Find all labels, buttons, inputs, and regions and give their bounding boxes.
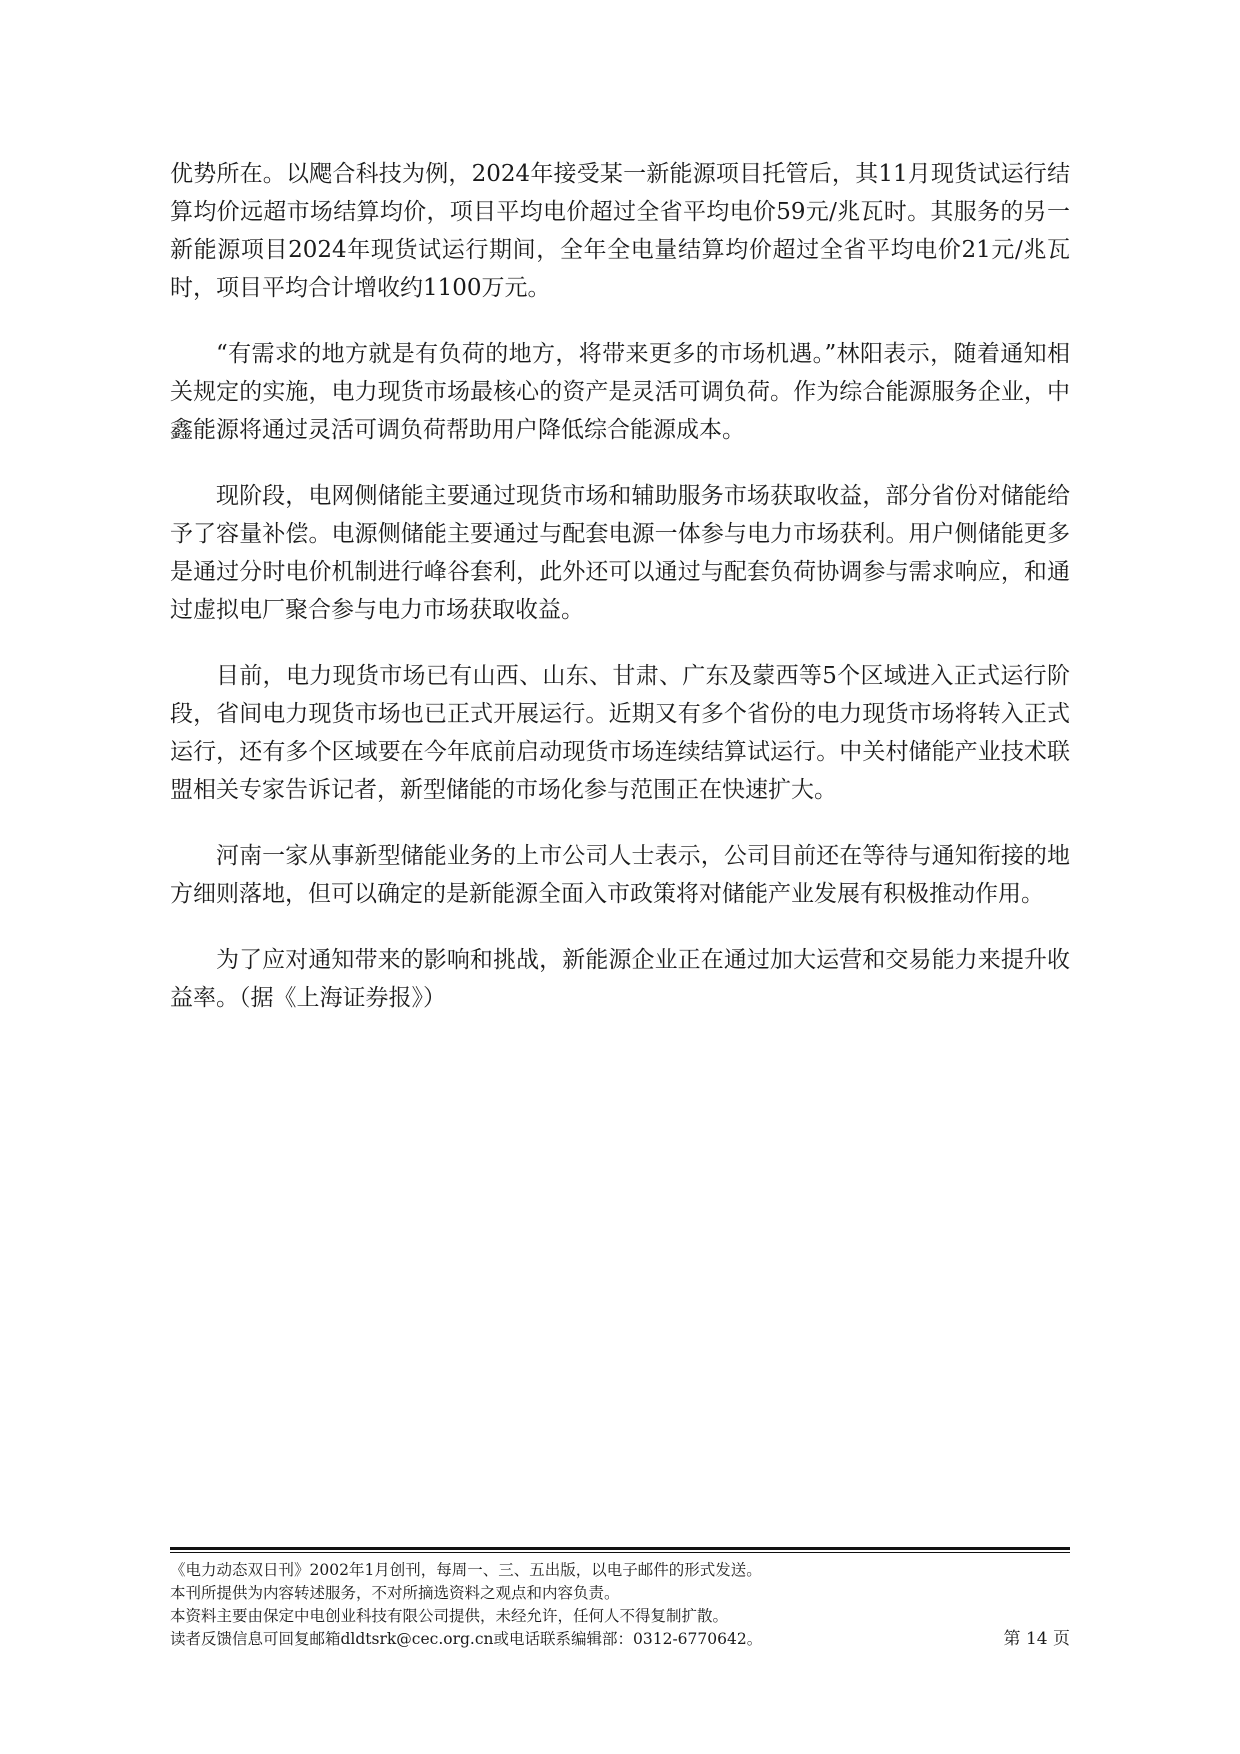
footer-divider bbox=[170, 1547, 1070, 1550]
footer-text-block bbox=[170, 1559, 1070, 1651]
page-footer bbox=[170, 1547, 1070, 1651]
footer-disclaimer: 本刊所提供为内容转述服务，不对所摘选资料之观点和内容负责。 bbox=[170, 1584, 620, 1602]
article-paragraph: “有需求的地方就是有负荷的地方，将带来更多的市场机遇。”林阳表示，随着通知相关规定的实施，电力现货市场最核心的资产是灵活可调负荷。作为综合能源服务企业，中鑫能源将通过灵活可调负荷帮助用户降低综合能源成本。 bbox=[170, 341, 1070, 443]
article-body bbox=[170, 155, 1070, 1045]
footer-divider-thin bbox=[170, 1552, 1070, 1553]
article-paragraph: 目前，电力现货市场已有山西、山东、甘肃、广东及蒙西等5个区域进入正式运行阶段，省间电力现货市场也已正式开展运行。近期又有多个省份的电力现货市场将转入正式运行，还有多个区域要在今年底前启动现货市场连续结算试运行。中关村储能产业技术联盟相关专家告诉记者，新型储能的市场化参与范围正在快速扩大。 bbox=[170, 663, 1070, 803]
footer-copyright: 本资料主要由保定中电创业科技有限公司提供，未经允许，任何人不得复制扩散。 bbox=[170, 1607, 729, 1625]
article-paragraph: 河南一家从事新型储能业务的上市公司人士表示，公司目前还在等待与通知衔接的地方细则落地，但可以确定的是新能源全面入市政策将对储能产业发展有积极推动作用。 bbox=[170, 843, 1070, 907]
article-paragraph: 为了应对通知带来的影响和挑战，新能源企业正在通过加大运营和交易能力来提升收益率。（据《上海证券报》） bbox=[170, 947, 1070, 1011]
footer-publication-info: 《电力动态双日刊》2002年1月创刊，每周一、三、五出版，以电子邮件的形式发送。 bbox=[170, 1561, 762, 1579]
footer-contact: 读者反馈信息可回复邮箱dldtsrk@cec.org.cn或电话联系编辑部：0312-6770642。 bbox=[170, 1630, 763, 1648]
page-number: 第 14 页 bbox=[1003, 1629, 1070, 1649]
article-paragraph: 优势所在。以飔合科技为例，2024年接受某一新能源项目托管后，其11月现货试运行结算均价远超市场结算均价，项目平均电价超过全省平均电价59元/兆瓦时。其服务的另一新能源项目2024年现货试运行期间，全年全电量结算均价超过全省平均电价21元/兆瓦时，项目平均合计增收约1100万元。 bbox=[170, 161, 1070, 301]
article-paragraph: 现阶段，电网侧储能主要通过现货市场和辅助服务市场获取收益，部分省份对储能给予了容量补偿。电源侧储能主要通过与配套电源一体参与电力市场获利。用户侧储能更多是通过分时电价机制进行峰谷套利，此外还可以通过与配套负荷协调参与需求响应，和通过虚拟电厂聚合参与电力市场获取收益。 bbox=[170, 483, 1070, 623]
